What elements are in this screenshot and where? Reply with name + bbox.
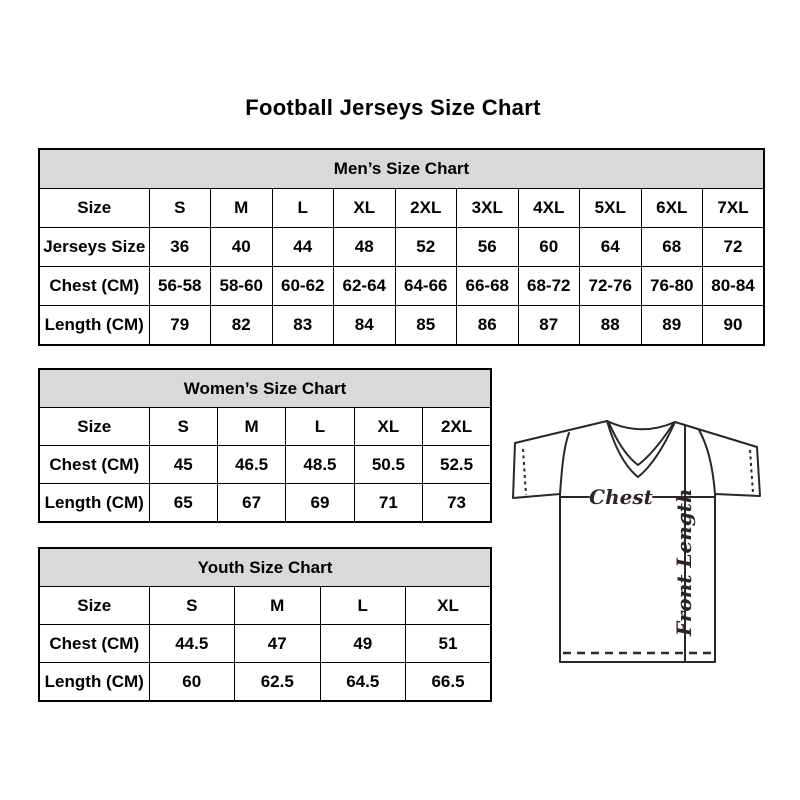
front-length-measure-label: Front Length (672, 488, 696, 636)
table-cell: 44 (272, 228, 334, 267)
youth-table-title: Youth Size Chart (39, 548, 491, 587)
table-cell: S (149, 189, 211, 228)
row-label: Chest (CM) (39, 625, 149, 663)
table-cell: 48 (334, 228, 396, 267)
table-cell: L (320, 587, 406, 625)
youth-size-chart-table (38, 547, 492, 702)
table-cell: 89 (641, 306, 703, 346)
table-cell: 66-68 (457, 267, 519, 306)
table-cell: 52.5 (423, 446, 491, 484)
row-label: Size (39, 587, 149, 625)
table-cell: 7XL (703, 189, 765, 228)
jersey-diagram-icon (505, 406, 777, 678)
table-cell: 3XL (457, 189, 519, 228)
table-cell: M (217, 408, 285, 446)
table-cell: 46.5 (217, 446, 285, 484)
table-cell: 80-84 (703, 267, 765, 306)
table-cell: 47 (235, 625, 321, 663)
table-cell: 45 (149, 446, 217, 484)
table-cell: 60 (518, 228, 580, 267)
table-cell: 49 (320, 625, 406, 663)
table-row (39, 408, 491, 446)
table-cell: 72-76 (580, 267, 642, 306)
table-cell: 65 (149, 484, 217, 523)
table-cell: 56 (457, 228, 519, 267)
table-cell: XL (334, 189, 396, 228)
table-row (39, 446, 491, 484)
mens-table-title: Men’s Size Chart (39, 149, 764, 189)
table-title-row (39, 369, 491, 408)
row-label: Chest (CM) (39, 446, 149, 484)
womens-size-chart-table (38, 368, 492, 523)
page-title: Football Jerseys Size Chart (245, 95, 541, 120)
mens-size-chart-table (38, 148, 765, 346)
table-cell: 56-58 (149, 267, 211, 306)
table-cell: 86 (457, 306, 519, 346)
table-cell: 85 (395, 306, 457, 346)
table-cell: 51 (406, 625, 492, 663)
row-label: Length (CM) (39, 306, 149, 346)
table-cell: 5XL (580, 189, 642, 228)
table-cell: M (211, 189, 273, 228)
table-cell: 52 (395, 228, 457, 267)
table-cell: 4XL (518, 189, 580, 228)
table-cell: L (286, 408, 354, 446)
table-cell: 2XL (395, 189, 457, 228)
table-cell: 88 (580, 306, 642, 346)
table-cell: 60-62 (272, 267, 334, 306)
table-cell: S (149, 587, 235, 625)
table-cell: 40 (211, 228, 273, 267)
table-row (39, 189, 764, 228)
table-cell: XL (406, 587, 492, 625)
table-cell: 36 (149, 228, 211, 267)
table-row (39, 484, 491, 523)
table-cell: 64-66 (395, 267, 457, 306)
table-cell: 62.5 (235, 663, 321, 702)
table-cell: 69 (286, 484, 354, 523)
table-cell: 2XL (423, 408, 491, 446)
table-cell: S (149, 408, 217, 446)
table-cell: 72 (703, 228, 765, 267)
row-label: Size (39, 189, 149, 228)
row-label: Chest (CM) (39, 267, 149, 306)
table-cell: 64.5 (320, 663, 406, 702)
table-title-row (39, 548, 491, 587)
womens-table-title: Women’s Size Chart (39, 369, 491, 408)
row-label: Length (CM) (39, 663, 149, 702)
table-cell: 66.5 (406, 663, 492, 702)
table-row (39, 267, 764, 306)
table-title-row (39, 149, 764, 189)
table-cell: 76-80 (641, 267, 703, 306)
table-cell: 83 (272, 306, 334, 346)
row-label: Length (CM) (39, 484, 149, 523)
table-cell: XL (354, 408, 422, 446)
table-cell: 90 (703, 306, 765, 346)
chest-measure-label: Chest (589, 485, 653, 509)
table-cell: M (235, 587, 321, 625)
table-cell: 68-72 (518, 267, 580, 306)
table-cell: 62-64 (334, 267, 396, 306)
jersey-measurement-diagram (505, 406, 777, 678)
table-cell: 58-60 (211, 267, 273, 306)
table-cell: 67 (217, 484, 285, 523)
table-cell: 6XL (641, 189, 703, 228)
row-label: Size (39, 408, 149, 446)
table-cell: 68 (641, 228, 703, 267)
table-cell: 60 (149, 663, 235, 702)
table-cell: 50.5 (354, 446, 422, 484)
table-row (39, 587, 491, 625)
table-cell: 79 (149, 306, 211, 346)
table-cell: 44.5 (149, 625, 235, 663)
table-cell: 48.5 (286, 446, 354, 484)
table-cell: L (272, 189, 334, 228)
table-cell: 64 (580, 228, 642, 267)
table-row (39, 625, 491, 663)
table-cell: 73 (423, 484, 491, 523)
table-row (39, 663, 491, 702)
table-row (39, 306, 764, 346)
table-cell: 71 (354, 484, 422, 523)
table-cell: 87 (518, 306, 580, 346)
table-cell: 84 (334, 306, 396, 346)
row-label: Jerseys Size (39, 228, 149, 267)
table-row (39, 228, 764, 267)
table-cell: 82 (211, 306, 273, 346)
